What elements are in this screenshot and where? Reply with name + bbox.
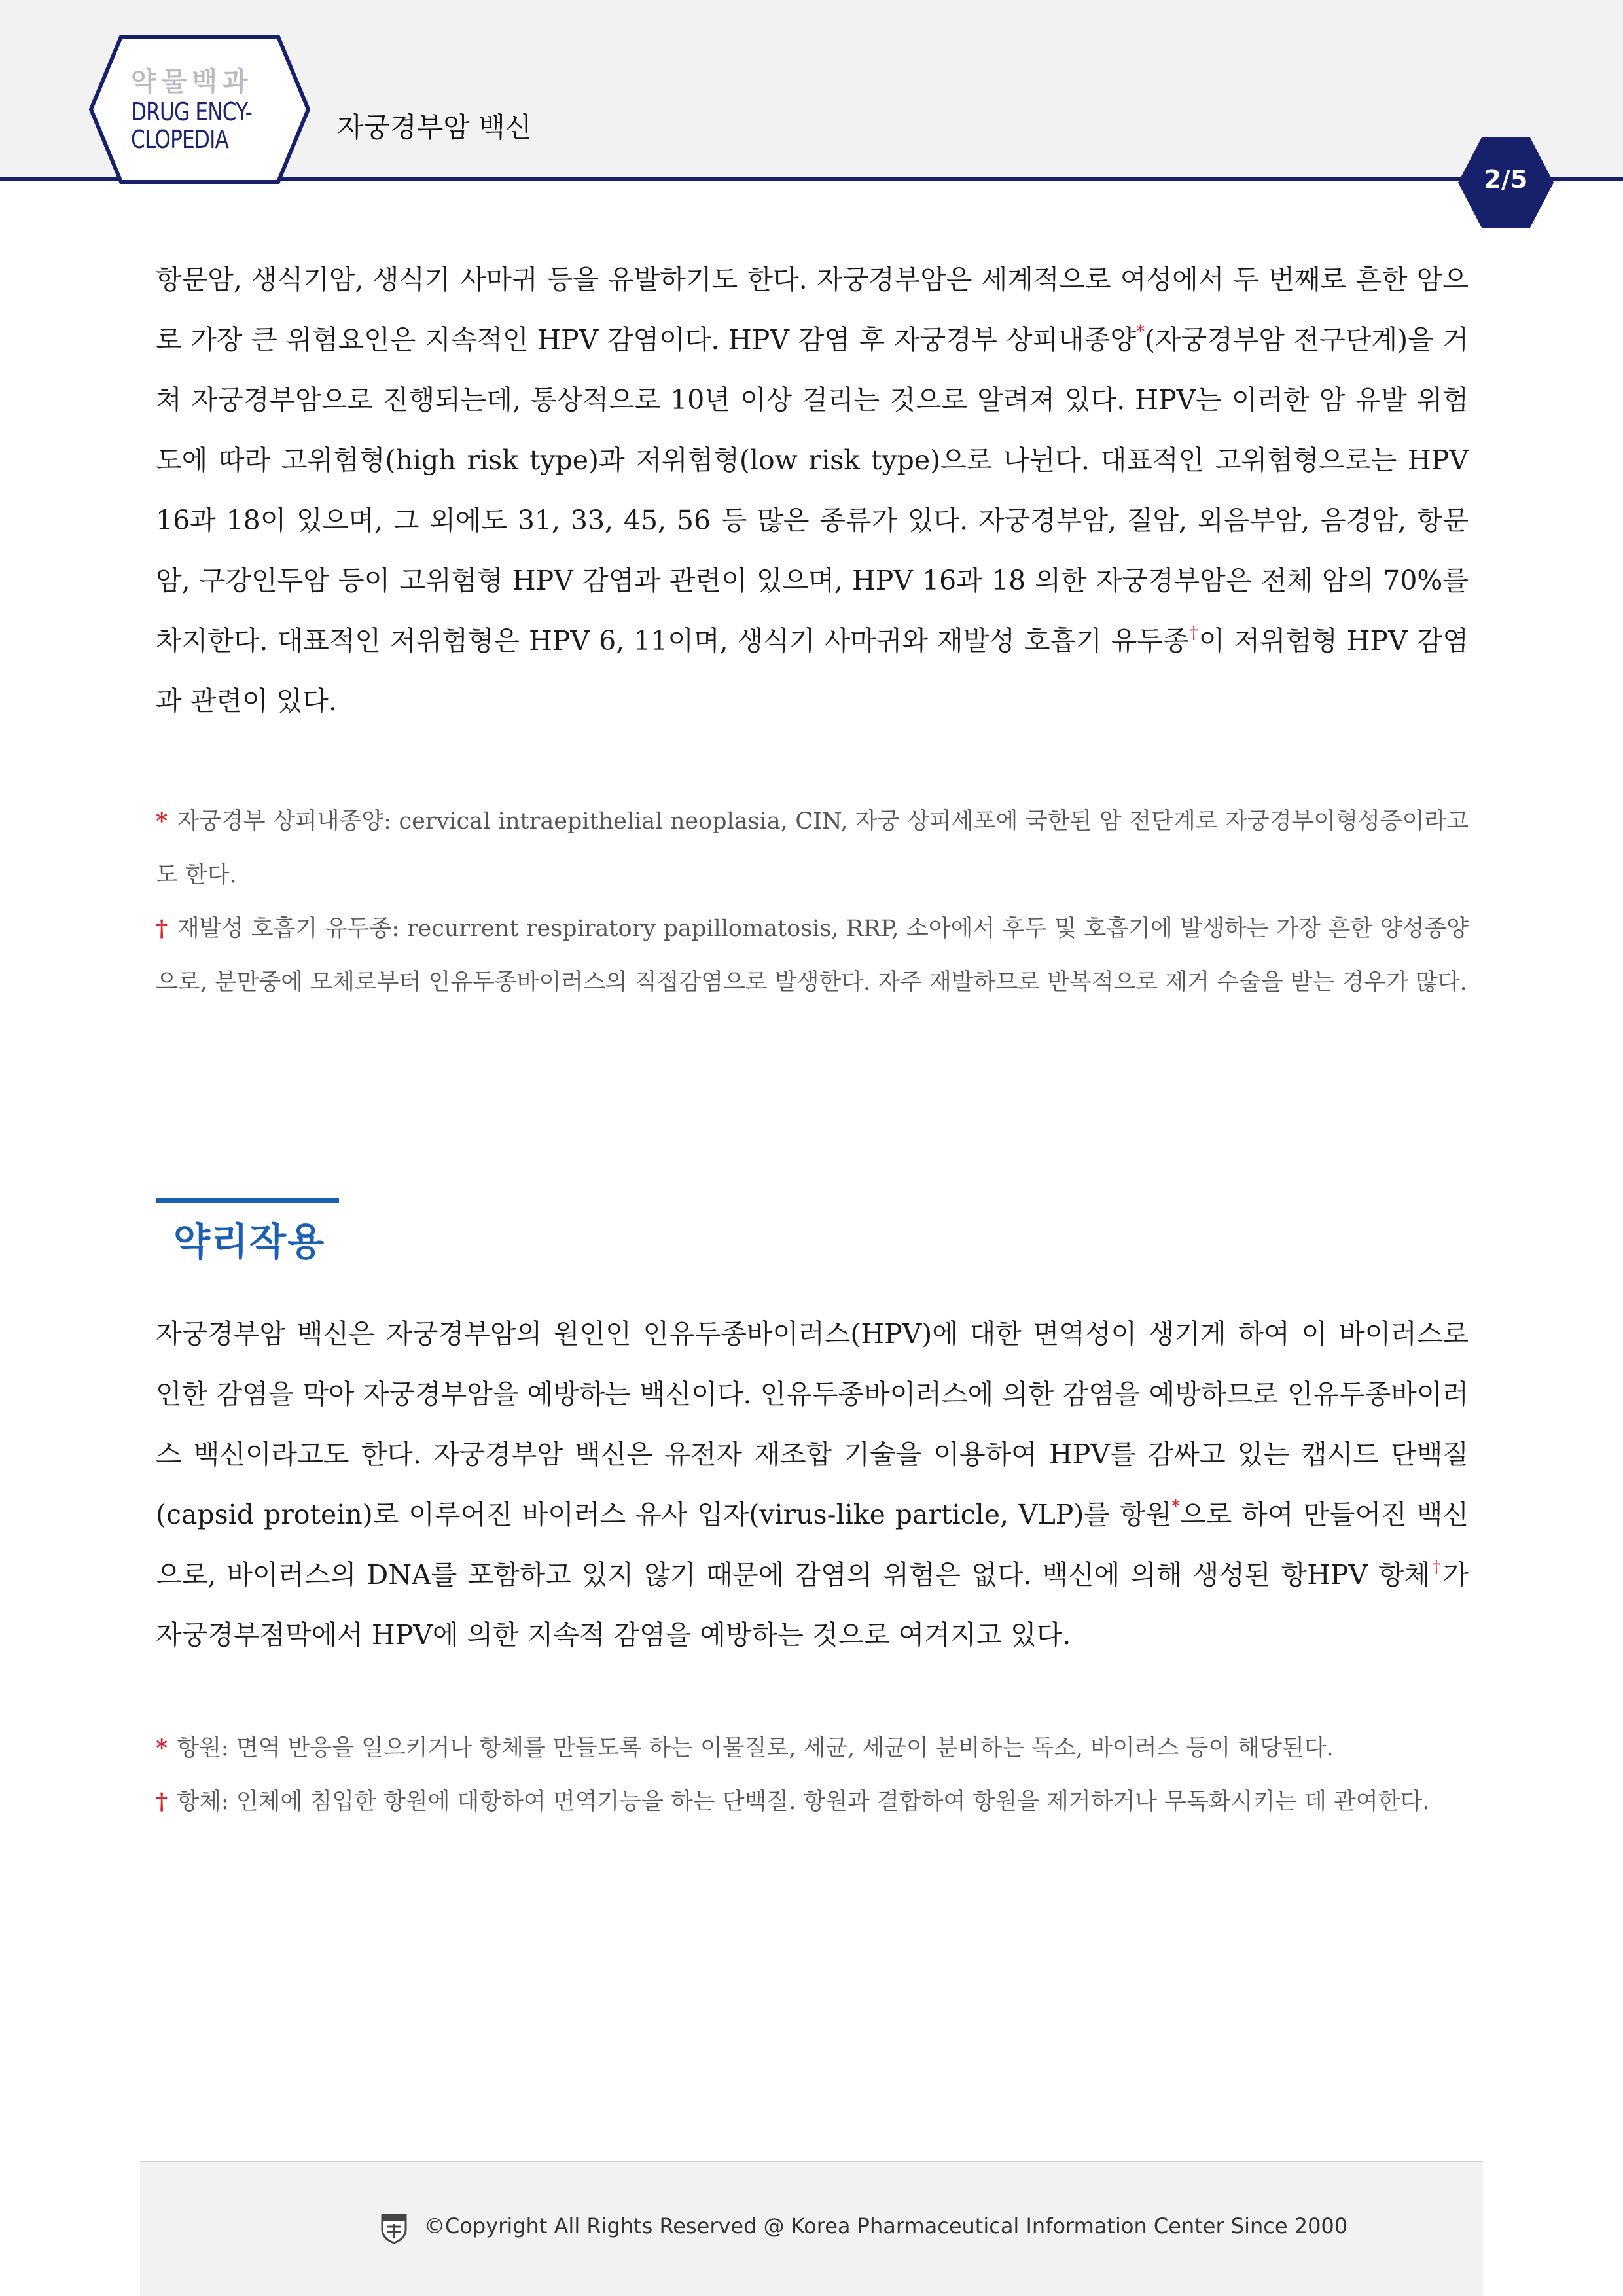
intro-footnotes [156, 795, 1469, 1009]
footnote-mark-dagger: † [1188, 623, 1199, 643]
footnote-antigen [156, 1721, 1469, 1775]
footnote-mark: † [156, 915, 168, 942]
section-heading: 약리작용 [173, 1219, 326, 1264]
document-title: 자궁경부암 백신 [337, 111, 532, 143]
footnote-text: 항체: 인체에 침입한 항원에 대항하여 면역기능을 하는 단백질. 항원과 결합하여 항원을 제거하거나 무독화시키는 데 관여한다. [177, 1789, 1430, 1815]
section-heading-rule [156, 1198, 339, 1203]
footnote-mark-asterisk: * [1135, 322, 1145, 342]
footnote-text: 재발성 호흡기 유두종: recurrent respiratory papillomatosis, RRP, 소아에서 후두 및 호흡기에 발생하는 가장 흔한 양성종양으로, 분만중에 모체로부터 인유두종바이러스의 직접감염으로 발생한다. 자주 재발하므로 반복적으로 제거 수술을 받는 경우가 많다. [156, 916, 1469, 996]
pharmacology-paragraph [156, 1304, 1469, 1665]
footnote-mark: † [156, 1788, 168, 1815]
intro-text-part-3: 이 저위험형 HPV 감염과 관련이 있다. [156, 625, 1469, 717]
footnote-mark-asterisk: * [1171, 1497, 1181, 1516]
pharmacology-text-part-3: 가 자궁경부점막에서 HPV에 의한 지속적 감염을 예방하는 것으로 여겨지고 있다. [156, 1559, 1469, 1651]
footnote-mark-dagger: † [1430, 1557, 1443, 1577]
logo-english-line-1: DRUG ENCY- [131, 98, 253, 126]
copyright-text: ©Copyright All Rights Reserved @ Korea Pharmaceutical Information Center Since 2000 [424, 2214, 1348, 2238]
footnote-mark: * [156, 808, 168, 834]
footnote-text: 자궁경부 상피내종양: cervical intraepithelial neoplasia, CIN, 자궁 상피세포에 국한된 암 전단계로 자궁경부이형성증이라고도 한다. [156, 808, 1469, 888]
pharmacology-footnotes [156, 1721, 1469, 1829]
logo [131, 65, 288, 153]
footnote-mark: * [156, 1734, 168, 1761]
pharmacology-text-part-2: 으로 하여 만들어진 백신으로, 바이러스의 DNA를 포함하고 있지 않기 때문에 감염의 위험은 없다. 백신에 의해 생성된 항HPV 항체 [156, 1499, 1469, 1590]
intro-text-part-1: 항문암, 생식기암, 생식기 사마귀 등을 유발하기도 한다. 자궁경부암은 세계적으로 여성에서 두 번째로 흔한 암으로 가장 큰 위험요인은 지속적인 HPV 감염이다. HPV 감염 후 자궁경부 상피내종양 [156, 264, 1469, 355]
footnote-rrp [156, 902, 1469, 1009]
intro-text-part-2: (자궁경부암 전구단계)을 거쳐 자궁경부암으로 진행되는데, 통상적으로 10년 이상 걸리는 것으로 알려져 있다. HPV는 이러한 암 유발 위험도에 따라 고위험형(high risk type)과 저위험형(low risk type)으로 나뉜다. 대표적인 고위험형으로는 HPV 16과 18이 있으며, 그 외에도 31, 33, 45, 56 등 많은 종류가 있다. 자궁경부암, 질암, 외음부암, 음경암, 항문암, 구강인두암 등이 고위험형 HPV 감염과 관련이 있으며, HPV 16과 18 의한 자궁경부암은 전체 암의 70%를 차지한다. 대표적인 저위험형은 HPV 6, 11이며, 생식기 사마귀와 재발성 호흡기 유두종 [156, 324, 1469, 656]
footnote-antibody [156, 1775, 1469, 1829]
footnote-text: 항원: 면역 반응을 일으키거나 항체를 만들도록 하는 이물질로, 세균, 세균이 분비하는 독소, 바이러스 등이 해당된다. [177, 1735, 1334, 1761]
logo-korean-text: 약물백과 [131, 67, 253, 97]
intro-paragraph [156, 249, 1469, 731]
page-indicator: 2/5 [1484, 165, 1528, 194]
pharmacology-text-part-1: 자궁경부암 백신은 자궁경부암의 원인인 인유두종바이러스(HPV)에 대한 면역성이 생기게 하여 이 바이러스로 인한 감염을 막아 자궁경부암을 예방하는 백신이다. 인유두종바이러스에 의한 감염을 예방하므로 인유두종바이러스 백신이라고도 한다. 자궁경부암 백신은 유전자 재조합 기술을 이용하여 HPV를 감싸고 있는 캡시드 단백질(capsid protein)로 이루어진 바이러스 유사 입자(virus-like particle, VLP)를 항원 [156, 1318, 1469, 1530]
logo-english-line-2: CLOPEDIA [131, 125, 228, 154]
shield-emblem-icon [380, 2212, 408, 2244]
footnote-cin [156, 795, 1469, 902]
